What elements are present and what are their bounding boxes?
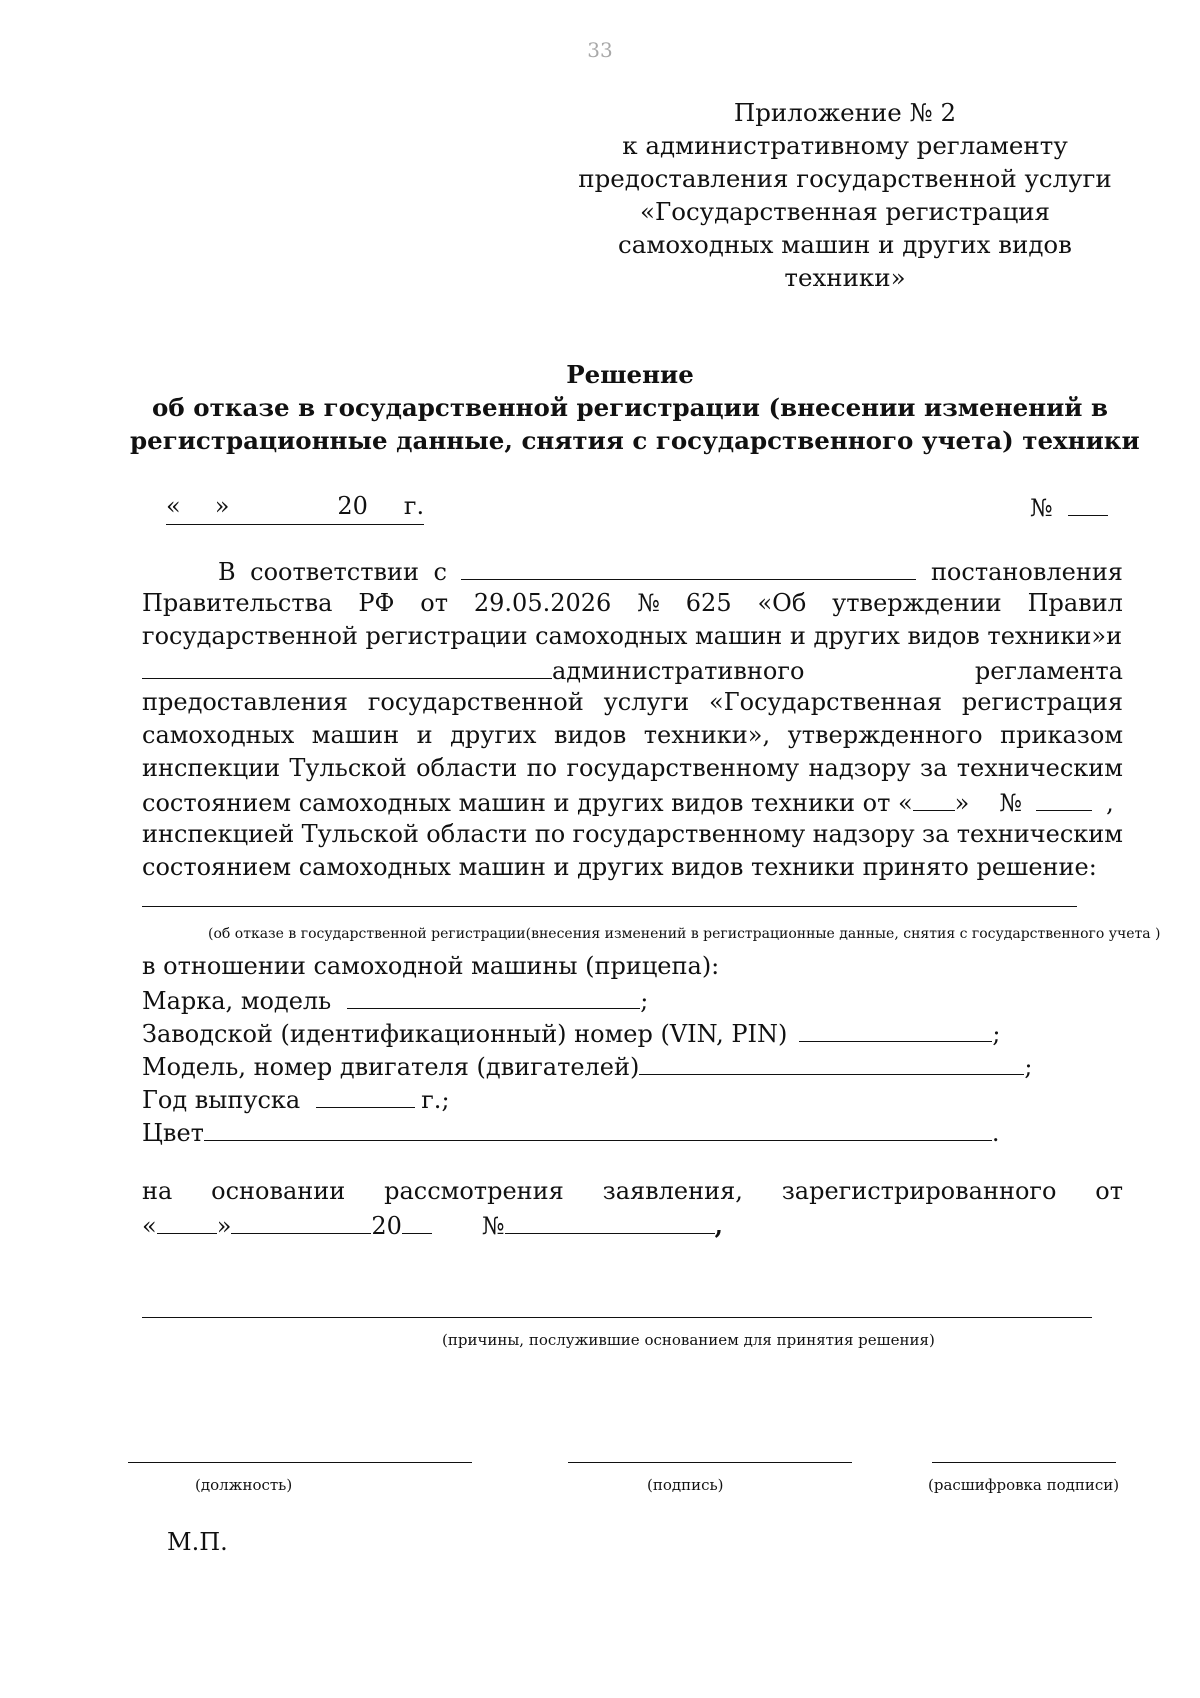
- basis-line-2: [142, 1208, 723, 1243]
- word: надзору: [812, 820, 915, 848]
- title-heading: Решение: [566, 360, 694, 389]
- year-blank: [316, 1082, 415, 1108]
- decision-line: [142, 906, 1077, 907]
- word: и: [416, 721, 433, 749]
- engine-row: [142, 1049, 1032, 1084]
- word: административного: [552, 657, 805, 686]
- word: предоставления: [142, 688, 348, 716]
- word: РФ: [358, 589, 395, 617]
- application-year-blank: [402, 1208, 432, 1234]
- word: государственному: [566, 754, 800, 782]
- year-row: [142, 1082, 450, 1117]
- date-quote-close: »: [214, 492, 230, 520]
- appendix-line: самоходных машин и других видов: [618, 230, 1072, 259]
- decoding-caption: (расшифровка подписи): [928, 1476, 1120, 1494]
- word: «Государственная: [709, 688, 942, 716]
- reasons-caption: (причины, послужившие основанием для принятия решения): [442, 1331, 935, 1349]
- signature-line: [568, 1462, 852, 1463]
- word: Правил: [1027, 589, 1123, 617]
- order-number-blank: [1036, 785, 1092, 811]
- word: от: [1095, 1177, 1123, 1205]
- document-title: [130, 358, 1140, 457]
- paragraph-line-3: [142, 620, 1123, 653]
- appendix-line: техники»: [784, 263, 906, 292]
- paragraph-line-6: [142, 719, 1123, 752]
- date-quote-open: «: [166, 492, 181, 520]
- order-date-blank: [913, 785, 955, 811]
- application-number-blank: [505, 1208, 715, 1234]
- word: других: [450, 721, 537, 749]
- text: №: [481, 1212, 505, 1241]
- decoding-line: [932, 1462, 1116, 1463]
- text: №: [999, 789, 1023, 818]
- engine-blank: [639, 1049, 1024, 1075]
- word: и: [1106, 622, 1123, 650]
- word: области: [416, 754, 518, 782]
- basis-line-1: [142, 1175, 1123, 1208]
- text: 20: [371, 1212, 402, 1241]
- word: регламента: [974, 657, 1123, 686]
- word: надзору: [808, 754, 911, 782]
- word: на: [142, 1177, 173, 1205]
- appendix-header: [560, 96, 1130, 294]
- word: видов: [553, 721, 627, 749]
- text: ;: [640, 987, 649, 1016]
- year-label: Год выпуска: [142, 1086, 301, 1115]
- date-year-suffix: г.: [403, 492, 425, 520]
- paragraph-line-4: [142, 653, 1123, 688]
- machine-intro: в отношении самоходной машины (прицепа):: [142, 952, 720, 980]
- appendix-line: предоставления государственной услуги: [578, 164, 1112, 193]
- text: »: [954, 789, 970, 818]
- paragraph-line-5: [142, 686, 1123, 719]
- signature-caption: (подпись): [647, 1476, 724, 1494]
- word: по: [526, 754, 558, 782]
- word: «Об: [757, 589, 807, 617]
- title-line-1: об отказе в государственной регистрации (внесении изменений в: [152, 393, 1108, 422]
- legal-basis-blank: [461, 554, 916, 580]
- word: приказом: [1000, 721, 1123, 749]
- decision-caption: (об отказе в государственной регистрации(внесения изменений в регистрационные данные, снятия с государственного учета ): [208, 926, 1161, 942]
- word: техники»,: [643, 721, 771, 749]
- word: В: [218, 558, 236, 587]
- stamp-placeholder: М.П.: [167, 1528, 228, 1556]
- word: государственной: [367, 688, 584, 716]
- word: утвержденного: [787, 721, 983, 749]
- reasons-line: [142, 1317, 1092, 1318]
- brand-model-blank: [347, 983, 640, 1009]
- word: с: [433, 558, 447, 587]
- word: области: [426, 820, 528, 848]
- appendix-line: к административному регламенту: [622, 131, 1068, 160]
- paragraph-line-10: состоянием самоходных машин и других видов техники принято решение:: [142, 853, 1097, 881]
- word: техническим: [956, 754, 1123, 782]
- word: за: [919, 754, 948, 782]
- vin-blank: [799, 1016, 992, 1042]
- document-number-sign: №: [1030, 494, 1053, 523]
- appendix-line: Приложение № 2: [733, 98, 957, 127]
- text: г.;: [421, 1086, 450, 1115]
- word: 625: [685, 589, 732, 617]
- text: .: [991, 1119, 1000, 1148]
- word: соответствии: [250, 558, 419, 587]
- paragraph-line-1: [218, 554, 1123, 589]
- word: инспекцией: [142, 820, 295, 848]
- paragraph-line-9: [142, 818, 1123, 851]
- word: самоходных: [142, 721, 295, 749]
- brand-model-row: [142, 983, 648, 1018]
- text: «: [142, 1212, 157, 1241]
- text: ;: [992, 1020, 1001, 1049]
- word: инспекции: [142, 754, 281, 782]
- word: регистрация: [961, 688, 1123, 716]
- paragraph-line-2: [142, 587, 1123, 620]
- color-row: [142, 1115, 1000, 1150]
- paragraph-line-8: [142, 785, 1114, 820]
- paragraph-line-7: [142, 752, 1123, 785]
- text: состоянием самоходных машин и других видов техники от «: [142, 789, 913, 818]
- word: Тульской: [289, 754, 407, 782]
- word: постановления: [930, 558, 1123, 587]
- text: ,: [714, 1211, 723, 1241]
- text: ,: [1106, 789, 1114, 818]
- date-field: [166, 490, 424, 525]
- word: машин: [311, 721, 400, 749]
- word: утверждении: [832, 589, 1002, 617]
- word: Тульской: [301, 820, 419, 848]
- word: техническим: [956, 820, 1123, 848]
- position-caption: (должность): [195, 1476, 293, 1494]
- word: Правительства: [142, 589, 333, 617]
- word: основании: [211, 1177, 346, 1205]
- vin-label: Заводской (идентификационный) номер (VIN, PIN): [142, 1020, 788, 1049]
- word: заявления,: [602, 1177, 743, 1205]
- text: государственной регистрации самоходных машин и других видов техники»: [142, 622, 1107, 650]
- word: по: [534, 820, 566, 848]
- application-month-blank: [231, 1208, 371, 1234]
- title-line-2: регистрационные данные, снятия с государственного учета) техники: [130, 426, 1140, 455]
- word: от: [420, 589, 449, 617]
- color-blank: [204, 1115, 992, 1141]
- text: »: [216, 1212, 232, 1241]
- page-number: 33: [587, 38, 613, 62]
- brand-model-label: Марка, модель: [142, 987, 332, 1016]
- date-year-prefix: 20: [337, 492, 368, 520]
- word: 29.05.2026: [473, 589, 612, 617]
- word: государственному: [572, 820, 806, 848]
- word: зарегистрированного: [781, 1177, 1057, 1205]
- application-day-blank: [157, 1208, 217, 1234]
- position-line: [128, 1462, 472, 1463]
- word: рассмотрения: [384, 1177, 564, 1205]
- vin-row: [142, 1016, 1000, 1051]
- regulation-blank: [142, 653, 552, 679]
- appendix-line: «Государственная регистрация: [639, 197, 1050, 226]
- text: ;: [1024, 1053, 1033, 1082]
- document-number-field: [1030, 490, 1108, 525]
- word: за: [922, 820, 950, 848]
- color-label: Цвет: [142, 1119, 204, 1148]
- engine-label: Модель, номер двигателя (двигателей): [142, 1053, 640, 1082]
- word: №: [637, 589, 660, 617]
- word: услуги: [603, 688, 690, 716]
